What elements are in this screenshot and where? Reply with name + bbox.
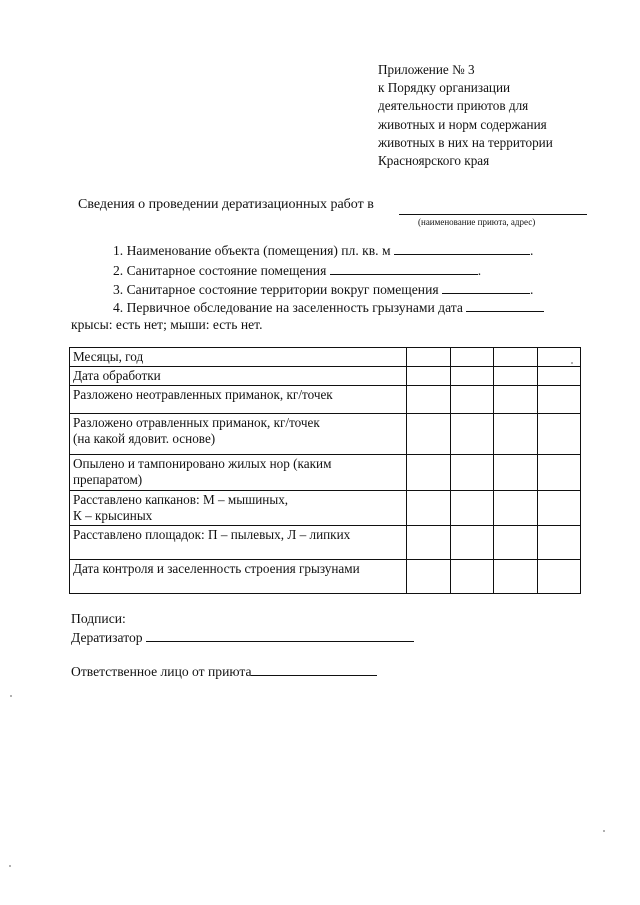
row-label: [70, 414, 407, 455]
row-label: [70, 455, 407, 491]
table-row: [70, 491, 581, 526]
table-row: [70, 455, 581, 491]
table-cell[interactable]: [450, 386, 494, 414]
appendix-line: животных и норм содержания: [378, 116, 547, 132]
table-cell[interactable]: [537, 455, 581, 491]
table-row: [70, 348, 581, 367]
table-cell[interactable]: [494, 491, 538, 526]
table-cell[interactable]: [450, 560, 494, 594]
item-tail: .: [529, 243, 534, 258]
row-label-text: Дата обработки: [73, 368, 161, 383]
table-row: [70, 526, 581, 560]
territory-sanitary-field[interactable]: [442, 281, 530, 294]
table-cell[interactable]: [450, 367, 494, 386]
item-territory-sanitary: [113, 281, 533, 298]
deratization-table: [69, 347, 581, 594]
table-cell[interactable]: [450, 526, 494, 560]
row-label-text: препаратом): [73, 472, 143, 487]
signatures-title: Подписи:: [71, 611, 126, 626]
table-cell[interactable]: [494, 348, 538, 367]
table-row: [70, 386, 581, 414]
item-label: 2. Санитарное состояние помещения: [113, 263, 327, 278]
scan-speck: [9, 865, 11, 867]
table-cell[interactable]: [494, 526, 538, 560]
item-initial-survey: [113, 299, 544, 316]
survey-date-field[interactable]: [466, 299, 544, 312]
item-label: 3. Санитарное состояние территории вокруг помещения: [113, 282, 439, 297]
scan-speck: [10, 695, 12, 697]
survey-result-line: крысы: есть нет; мыши: есть нет.: [71, 317, 263, 332]
table-cell[interactable]: [494, 455, 538, 491]
item-label: 4. Первичное обследование на заселенность грызунами дата: [113, 300, 463, 315]
table-row: [70, 367, 581, 386]
table-cell[interactable]: [407, 348, 451, 367]
document-heading: Сведения о проведении дератизационных работ в: [78, 197, 374, 212]
row-label-text: Расставлено площадок: П – пылевых, Л – липких: [73, 527, 351, 542]
table-cell[interactable]: [494, 414, 538, 455]
shelter-name-caption: (наименование приюта, адрес): [418, 217, 536, 227]
row-label-text: (на какой ядовит. основе): [73, 431, 216, 446]
table-cell[interactable]: [537, 386, 581, 414]
item-tail: .: [530, 282, 534, 297]
table-cell[interactable]: [450, 455, 494, 491]
row-label-text: Опылено и тампонировано жилых нор (каким: [73, 456, 332, 471]
row-label-text: Месяцы, год: [73, 349, 144, 364]
object-area-field[interactable]: [394, 242, 530, 255]
row-label: [70, 560, 407, 594]
table-cell[interactable]: [537, 367, 581, 386]
item-object-area: [113, 242, 533, 259]
scan-speck: [571, 362, 573, 364]
appendix-line: Красноярского края: [378, 153, 490, 169]
appendix-line: Приложение № 3: [378, 62, 475, 77]
table-cell[interactable]: [407, 491, 451, 526]
table-cell[interactable]: [494, 386, 538, 414]
row-label: [70, 386, 407, 414]
appendix-line: к Порядку организации: [378, 80, 511, 96]
shelter-name-field[interactable]: [399, 214, 587, 215]
table-row: [70, 560, 581, 594]
table-cell[interactable]: [407, 560, 451, 594]
room-sanitary-field[interactable]: [330, 262, 478, 275]
table-cell[interactable]: [407, 367, 451, 386]
row-label-text: Расставлено капканов: М – мышиных,: [73, 492, 289, 507]
table-cell[interactable]: [494, 560, 538, 594]
item-tail: .: [477, 263, 482, 278]
deratizator-signature-field[interactable]: [146, 629, 414, 642]
row-label-text: К – крысиных: [73, 508, 153, 523]
item-room-sanitary: [113, 262, 481, 279]
scan-speck: [603, 830, 605, 832]
row-label: [70, 491, 407, 526]
appendix-line: деятельности приютов для: [378, 98, 529, 114]
table-cell[interactable]: [537, 560, 581, 594]
appendix-reference: [378, 61, 608, 170]
table-cell[interactable]: [407, 414, 451, 455]
item-label: 1. Наименование объекта (помещения) пл. кв. м: [113, 243, 391, 258]
signatures-block: [71, 609, 414, 647]
row-label: [70, 348, 407, 367]
row-label-text: Разложено неотравленных приманок, кг/точек: [73, 387, 333, 402]
table-cell[interactable]: [450, 348, 494, 367]
table-cell[interactable]: [537, 414, 581, 455]
table-row: [70, 414, 581, 455]
table-cell[interactable]: [537, 526, 581, 560]
table-cell[interactable]: [450, 491, 494, 526]
deratizator-label: Дератизатор: [71, 630, 143, 645]
row-label: [70, 526, 407, 560]
table-cell[interactable]: [450, 414, 494, 455]
table-cell[interactable]: [407, 526, 451, 560]
table-cell[interactable]: [494, 367, 538, 386]
responsible-signature: [71, 663, 377, 680]
responsible-signature-field[interactable]: [251, 663, 377, 676]
deratizator-signature: [71, 628, 414, 647]
row-label: [70, 367, 407, 386]
table-cell[interactable]: [537, 348, 581, 367]
table-cell[interactable]: [407, 386, 451, 414]
appendix-line: животных в них на территории: [378, 134, 553, 150]
table-cell[interactable]: [537, 491, 581, 526]
table-cell[interactable]: [407, 455, 451, 491]
responsible-label: Ответственное лицо от приюта: [71, 664, 252, 679]
row-label-text: Дата контроля и заселенность строения грызунами: [73, 561, 360, 576]
row-label-text: Разложено отравленных приманок, кг/точек: [73, 415, 320, 430]
